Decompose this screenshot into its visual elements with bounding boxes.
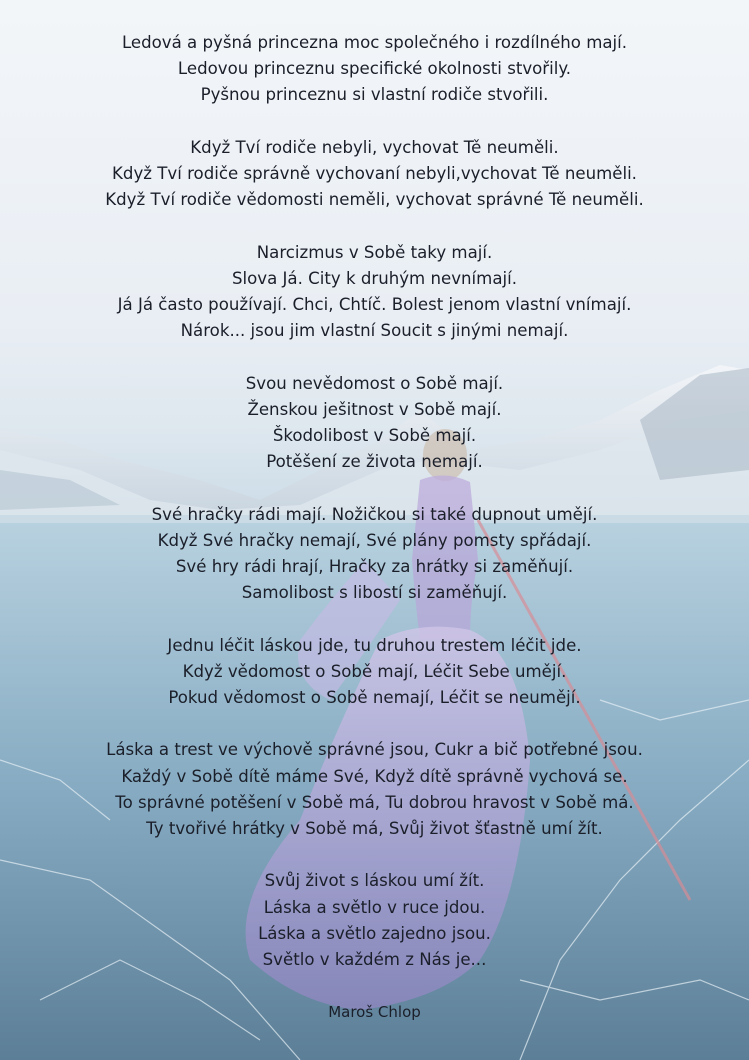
- poem-line: Ledovou princeznu specifické okolnosti stvořily.: [177, 59, 572, 79]
- poem-line: Když Tví rodiče nebyli, vychovat Tě neuměli.: [190, 137, 559, 157]
- poem-line: Každý v Sobě dítě máme Své, Když dítě správně vychová se.: [121, 766, 628, 786]
- poem-line: Ženskou ješitnost v Sobě mají.: [247, 399, 502, 419]
- poem-line: Pokud vědomost o Sobě nemají, Léčit se neumějí.: [168, 688, 581, 707]
- poem-line: To správné potěšení v Sobě má, Tu dobrou hravost v Sobě má.: [115, 792, 634, 812]
- poem-line: Ty tvořivé hrátky v Sobě má, Svůj život šťastně umí žít.: [146, 819, 603, 838]
- poem-line: Svůj život s láskou umí žít.: [264, 871, 485, 891]
- poem-line: Když vědomost o Sobě mají, Léčit Sebe umějí.: [182, 661, 567, 681]
- poem-line: Láska a trest ve výchově správné jsou, Cukr a bič potřebné jsou.: [106, 740, 643, 760]
- poem-line: Své hry rádi hrají, Hračky za hrátky si zaměňují.: [175, 557, 574, 576]
- poem-line: Já Já často používají. Chci, Chtíč. Bolest jenom vlastní vnímají.: [117, 295, 632, 314]
- poem-line: Ledová a pyšná princezna moc společného i rozdílného mají.: [121, 33, 628, 52]
- poem-line: Slova Já. City k druhým nevnímají.: [231, 268, 517, 288]
- poem-text: [0, 30, 749, 1026]
- stanza: [0, 737, 749, 842]
- poem-line: Škodolibost v Sobě mají.: [272, 426, 477, 445]
- poem-line: Láska a světlo v ruce jdou.: [263, 897, 486, 917]
- poem-line: Potěšení ze života nemají.: [266, 452, 483, 472]
- stanza: [0, 502, 749, 607]
- poem-line: Světlo v každém z Nás je...: [262, 950, 487, 969]
- poem-line: Láska a světlo zajedno jsou.: [258, 923, 491, 943]
- poem-line: Svou nevědomost o Sobě mají.: [245, 373, 504, 393]
- stanza: [0, 371, 749, 476]
- poem-line: Když Tví rodiče správně vychovaní nebyli,vychovat Tě neuměli.: [112, 164, 637, 183]
- stanza: [0, 868, 749, 973]
- stanza: [0, 135, 749, 214]
- poem-line: Pyšnou princeznu si vlastní rodiče stvořili.: [200, 85, 549, 105]
- poem-line: Samolibost s libostí si zaměňují.: [241, 583, 508, 603]
- poem-line: Když Tví rodiče vědomosti neměli, vychovat správné Tě neuměli.: [105, 190, 644, 210]
- stanza: [0, 240, 749, 345]
- poem-line: Když Své hračky nemají, Své plány pomsty spřádají.: [157, 530, 592, 550]
- stanza: [0, 30, 749, 109]
- author-name: Maroš Chlop: [328, 1003, 421, 1022]
- poem-line: Své hračky rádi mají. Nožičkou si také dupnout umějí.: [151, 504, 598, 524]
- poem-line: Jednu léčit láskou jde, tu druhou trestem léčit jde.: [167, 635, 582, 655]
- poem-line: Narcizmus v Sobě taky mají.: [256, 242, 493, 262]
- poem-line: Nárok... jsou jim vlastní Soucit s jinými nemají.: [180, 321, 569, 341]
- stanza: [0, 633, 749, 712]
